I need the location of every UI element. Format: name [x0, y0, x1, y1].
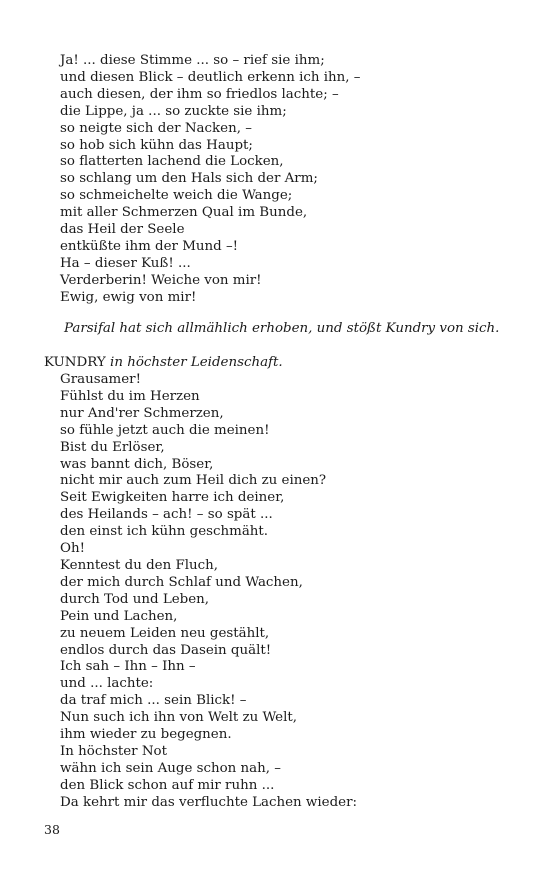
verse-line: wähn ich sein Auge schon nah, –: [60, 760, 281, 776]
verse-line: nur And'rer Schmerzen,: [60, 405, 224, 421]
verse-line: Ewig, ewig von mir!: [60, 289, 197, 305]
verse-line: entküßte ihm der Mund –!: [60, 238, 239, 254]
verse-line: durch Tod und Leben,: [60, 591, 210, 607]
verse-line: so schmeichelte weich die Wange;: [60, 188, 293, 204]
verse-line: mit aller Schmerzen Qual im Bunde,: [60, 205, 308, 221]
verse-line: da traf mich ... sein Blick! –: [60, 693, 247, 709]
speaker-direction: in höchster Leidenschaft.: [110, 355, 283, 370]
verse-block-kundry: [60, 372, 357, 812]
verse-line: den Blick schon auf mir ruhn ...: [60, 777, 275, 793]
verse-line: Pein und Lachen,: [60, 608, 178, 624]
verse-line: und diesen Blick – deutlich erkenn ich ihn, –: [60, 69, 361, 85]
verse-line: Ich sah – Ihn – Ihn –: [60, 659, 196, 675]
verse-line: Fühlst du im Herzen: [60, 388, 200, 404]
verse-line: In höchster Not: [60, 743, 167, 759]
verse-line: Grausamer!: [60, 372, 141, 387]
verse-line: der mich durch Schlaf und Wachen,: [60, 574, 303, 590]
verse-line: die Lippe, ja ... so zuckte sie ihm;: [60, 103, 287, 119]
verse-line: so flatterten lachend die Locken,: [60, 154, 284, 170]
verse-line: und ... lachte:: [60, 676, 154, 692]
verse-block-parsifal: [60, 53, 360, 307]
verse-line: Verderberin! Weiche von mir!: [60, 272, 262, 288]
stage-direction: Parsifal hat sich allmählich erhoben, und stößt Kundry von sich.: [64, 321, 500, 336]
verse-line: Bist du Erlöser,: [60, 439, 165, 455]
verse-line: Kenntest du den Fluch,: [60, 557, 219, 573]
speaker-heading: [44, 355, 283, 372]
verse-line: das Heil der Seele: [60, 222, 185, 238]
verse-line: so schlang um den Hals sich der Arm;: [60, 171, 318, 187]
verse-line: Seit Ewigkeiten harre ich deiner,: [60, 490, 285, 506]
verse-line: Da kehrt mir das verfluchte Lachen wieder:: [60, 794, 358, 810]
verse-line: auch diesen, der ihm so friedlos lachte; –: [60, 86, 339, 102]
verse-line: so fühle jetzt auch die meinen!: [60, 422, 270, 438]
verse-line: Oh!: [60, 541, 85, 557]
page-number: 38: [44, 822, 60, 837]
verse-line: endlos durch das Dasein quält!: [60, 642, 272, 658]
verse-line: was bannt dich, Böser,: [60, 456, 214, 472]
verse-line: so hob sich kühn das Haupt;: [60, 137, 253, 153]
speaker-name: KUNDRY: [44, 355, 106, 370]
verse-line: Ja! ... diese Stimme ... so – rief sie ihm;: [60, 53, 325, 68]
verse-line: Nun such ich ihn von Welt zu Welt,: [60, 710, 298, 726]
verse-line: des Heilands – ach! – so spät ...: [60, 507, 273, 523]
verse-line: so neigte sich der Nacken, –: [60, 120, 252, 136]
verse-line: zu neuem Leiden neu gestählt,: [60, 625, 270, 641]
verse-line: nicht mir auch zum Heil dich zu einen?: [60, 473, 327, 489]
verse-line: Ha – dieser Kuß! ...: [60, 255, 191, 271]
verse-line: den einst ich kühn geschmäht.: [60, 524, 269, 540]
verse-line: ihm wieder zu begegnen.: [60, 727, 232, 743]
